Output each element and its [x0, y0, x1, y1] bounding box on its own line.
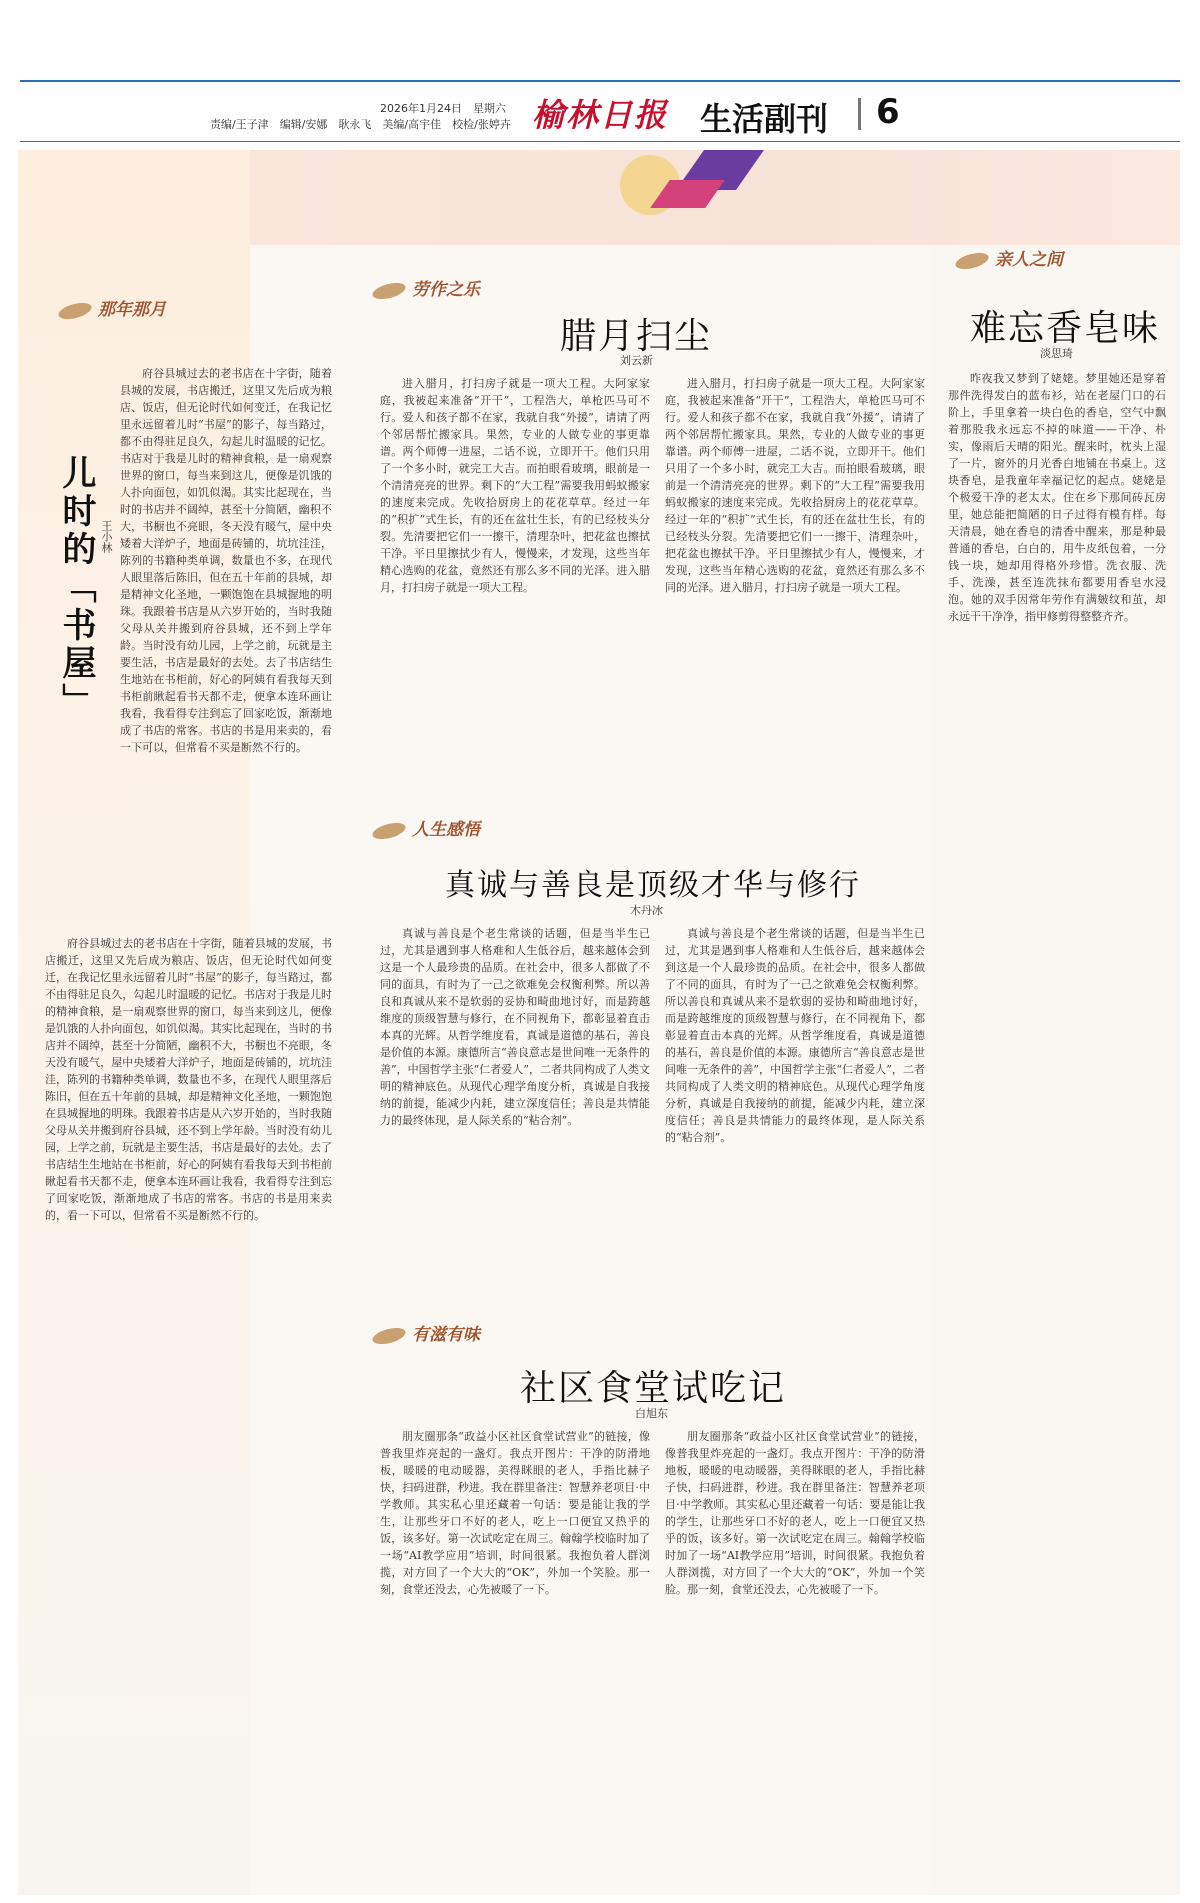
leaf-icon	[954, 249, 990, 271]
page-number: 6	[876, 92, 900, 132]
leaf-icon	[371, 819, 407, 841]
top-rule	[20, 80, 1180, 82]
article-title-a3: 真诚与善良是顶级才华与修行	[445, 868, 861, 903]
article-title-a5: 难忘香皂味	[970, 308, 1161, 349]
leaf-icon	[371, 279, 407, 301]
header-rule	[20, 141, 1180, 142]
article-author-a5: 淡思琦	[1040, 347, 1073, 360]
editor-credits: 责编/王子津 编辑/安娜 耿永飞 美编/高宇佳 校检/张婷卉	[210, 118, 511, 131]
article-title-a2: 腊月扫尘	[560, 316, 713, 357]
section-title: 生活副刊	[700, 100, 829, 138]
column-label-a2: 劳作之乐	[372, 275, 480, 300]
issue-date: 2026年1月24日 星期六	[380, 102, 506, 115]
masthead-logo: 榆林日报	[532, 96, 669, 134]
column-label-a1: 那年那月	[58, 295, 166, 320]
article-body-a1-cont: 府谷县城过去的老书店在十字街，随着县城的发展，书店搬迁，这里又先后成为粮店、饭店，但无论时代如何变迁，在我记忆里永远留着儿时“书屋”的影子，每当路过，都不由得驻足良久，勾起儿时温暖的记忆。书店对于我是儿时的精神食粮，是一扇观察世界的窗口，每当来到这儿，便像是饥饿的人扑向面包，如饥似渴。其实比起现在，当时的书店并不阔绰，甚至十分简陋，幽积不大，书橱也不亮眼，冬天没有暖气，屋中央矮着大洋炉子，地面是砖铺的，坑坑洼洼，陈列的书籍种类单调，数量也不多，在现代人眼里落后陈旧，但在五十年前的县城，却是精神文化圣地，一颗饱饱在县城握地的明珠。我跟着书店是从六岁开始的，当时我随父母从关井搬到府谷县城，还不到上学年龄。当时没有幼儿园，上学之前，玩就是主要生活，书店是最好的去处。去了书店结生生地站在书柜前，好心的阿姨有看我每天到书柜前瞅起看书天都不走，便拿本连环画让我看，我看得专注到忘了回家吃饭，渐渐地成了书店的常客。书店的书是用来卖的，看一下可以，但常看不买是断然不行的。	[45, 937, 332, 1222]
article-author-a3: 木丹冰	[630, 904, 663, 917]
column-label-a3: 人生感悟	[372, 815, 480, 840]
article-body-a2-col1: 进入腊月，打扫房子就是一项大工程。大阿家家庭，我被起来准备“开干”，工程浩大，单枪匹马可不行。爱人和孩子都不在家，我就自我“外援”，请请了两个邻居帮忙搬家具。果然，专业的人做专业的事更靠谱。两个师傅一进屋，二话不说，立即开干。他们只用了一个多小时，就完工大吉。而拍眼看玻璃，眼前是一个清清亮亮的世界。剩下的“大工程”需要我用蚂蚁搬家的速度来完成。先收拾厨房上的花花草草。经过一年的“积扩”式生长，有的还在盆壮生长，有的已经枝头分裂。先清要把它们一一擦干，清理杂叶，把花盆也擦拭干净。平日里擦拭少有人，慢慢来，才发现，这些当年精心选购的花盆，竟然还有那么多不同的光泽。进入腊月，打扫房子就是一项大工程。	[380, 377, 650, 594]
article-body-a3-col1: 真诚与善良是个老生常谈的话题，但是当半生已过，尤其是遇到事人格难和人生低谷后，越来越体会到这是一个人最珍贵的品质。在社会中，很多人都做了不同的面具，有时为了一己之欲难免会权衡利弊。所以善良和真诚从来不是软弱的妥协和畸曲地讨好，而是跨越维度的顶级智慧与修行，在不同视角下，都彰显着直击本真的光辉。从哲学维度看，真诚是道德的基石，善良是价值的本源。康德所言“善良意志是世间唯一无条件的善”，中国哲学主张“仁者爱人”，二者共同构成了人类文明的精神底色。从现代心理学角度分析，真诚是自我接纳的前提，能减少内耗，建立深度信任；善良是共情能力的最终体现，是人际关系的“粘合剂”。	[380, 927, 650, 1127]
article-author-a1: 王小林	[100, 520, 113, 553]
article-title-a4: 社区食堂试吃记	[520, 1368, 787, 1409]
article-author-a4: 白旭东	[635, 1407, 668, 1420]
article-body-a2-col2: 进入腊月，打扫房子就是一项大工程。大阿家家庭，我被起来准备“开干”，工程浩大，单枪匹马可不行。爱人和孩子都不在家，我就自我“外援”，请请了两个邻居帮忙搬家具。果然，专业的人做专业的事更靠谱。两个师傅一进屋，二话不说，立即开干。他们只用了一个多小时，就完工大吉。而拍眼看玻璃，眼前是一个清清亮亮的世界。剩下的“大工程”需要我用蚂蚁搬家的速度来完成。先收拾厨房上的花花草草。经过一年的“积扩”式生长，有的还在盆壮生长，有的已经枝头分裂。先清要把它们一一擦干，清理杂叶，把花盆也擦拭干净。平日里擦拭少有人，慢慢来，才发现，这些当年精心选购的花盆，竟然还有那么多不同的光泽。进入腊月，打扫房子就是一项大工程。	[665, 377, 925, 594]
article-body-a4-col1: 朋友圈那条“政益小区社区食堂试营业”的链接，像普我里炸亮起的一盏灯。我点开图片：干净的防滑地板，暖暖的电动暖器，美得眯眼的老人，手指比赫子快，扫码进群，秒进。我在群里备注：智慧养老项目·中学教师。其实私心里还藏着一句话：要是能让我的学生，让那些牙口不好的老人，吃上一口便宜又热乎的饭，该多好。第一次试吃定在周三。翰翰学校临时加了一场“AI教学应用”培训，时间很紧。我抱负着人群浏揽，对方回了一个大大的“OK”，外加一个笑脸。那一刻，食堂还没去，心先被暖了一下。	[380, 1430, 650, 1596]
article-body-a3-col2: 真诚与善良是个老生常谈的话题，但是当半生已过，尤其是遇到事人格难和人生低谷后，越来越体会到这是一个人最珍贵的品质。在社会中，很多人都做了不同的面具，有时为了一己之欲难免会权衡利弊。所以善良和真诚从来不是软弱的妥协和畸曲地讨好，而是跨越维度的顶级智慧与修行，在不同视角下，都彰显着直击本真的光辉。从哲学维度看，真诚是道德的基石，善良是价值的本源。康德所言“善良意志是世间唯一无条件的善”，中国哲学主张“仁者爱人”，二者共同构成了人类文明的精神底色。从现代心理学角度分析，真诚是自我接纳的前提，能减少内耗，建立深度信任；善良是共情能力的最终体现，是人际关系的“粘合剂”。	[665, 927, 925, 1144]
article-body-a5: 昨夜我又梦到了姥姥。梦里她还是穿着那件洗得发白的蓝布衫，站在老屋门口的石阶上，手里拿着一块白色的香皂，空气中飘着那股我永远忘不掉的味道——干净、朴实，像雨后天晴的阳光。醒来时，枕头上湿了一片，窗外的月光香白地铺在书桌上。这块香皂，是我童年幸福记忆的起点。姥姥是个极爱干净的老太太。住在乡下那间砖瓦房里，她总能把简陋的日子过得有模有样。每天清晨，她在香皂的清香中醒来，那是种最普通的香皂，白白的，用牛皮纸包着，一分钱一块，她却用得格外珍惜。洗衣服、洗手、洗澡，甚至连洗抹布都要用香皂水浸泡。她的双手因常年劳作有满皴纹和茧，却永远干干净净，指甲修剪得整整齐齐。	[948, 372, 1166, 623]
article-body-a1: 府谷县城过去的老书店在十字街，随着县城的发展，书店搬迁，这里又先后成为粮店、饭店，但无论时代如何变迁，在我记忆里永远留着儿时“书屋”的影子，每当路过，都不由得驻足良久，勾起儿时温暖的记忆。书店对于我是儿时的精神食粮，是一扇观察世界的窗口，每当来到这儿，便像是饥饿的人扑向面包，如饥似渴。其实比起现在，当时的书店并不阔绰，甚至十分简陋，幽积不大，书橱也不亮眼，冬天没有暖气，屋中央矮着大洋炉子，地面是砖铺的，坑坑洼洼，陈列的书籍种类单调，数量也不多，在现代人眼里落后陈旧，但在五十年前的县城，却是精神文化圣地，一颗饱饱在县城握地的明珠。我跟着书店是从六岁开始的，当时我随父母从关井搬到府谷县城，还不到上学年龄。当时没有幼儿园，上学之前，玩就是主要生活，书店是最好的去处。去了书店结生生地站在书柜前，好心的阿姨有看我每天到书柜前瞅起看书天都不走，便拿本连环画让我看，我看得专注到忘了回家吃饭，渐渐地成了书店的常客。书店的书是用来卖的，看一下可以，但常看不买是断然不行的。	[120, 367, 332, 754]
leaf-icon	[57, 299, 93, 321]
leaf-icon	[371, 1324, 407, 1346]
header-separator	[858, 98, 861, 130]
column-label-a5: 亲人之间	[955, 245, 1063, 270]
article-title-a1: 儿时的「书屋」	[56, 455, 96, 721]
article-body-a4-col2: 朋友圈那条“政益小区社区食堂试营业”的链接，像普我里炸亮起的一盏灯。我点开图片：干净的防滑地板，暖暖的电动暖器，美得眯眼的老人，手指比赫子快，扫码进群，秒进。我在群里备注：智慧养老项目·中学教师。其实私心里还藏着一句话：要是能让我的学生，让那些牙口不好的老人，吃上一口便宜又热乎的饭，该多好。第一次试吃定在周三。翰翰学校临时加了一场“AI教学应用”培训，时间很紧。我抱负着人群浏揽，对方回了一个大大的“OK”，外加一个笑脸。那一刻，食堂还没去，心先被暖了一下。	[665, 1430, 925, 1596]
column-label-a4: 有滋有味	[372, 1320, 480, 1345]
article-author-a2: 刘云新	[620, 354, 653, 367]
